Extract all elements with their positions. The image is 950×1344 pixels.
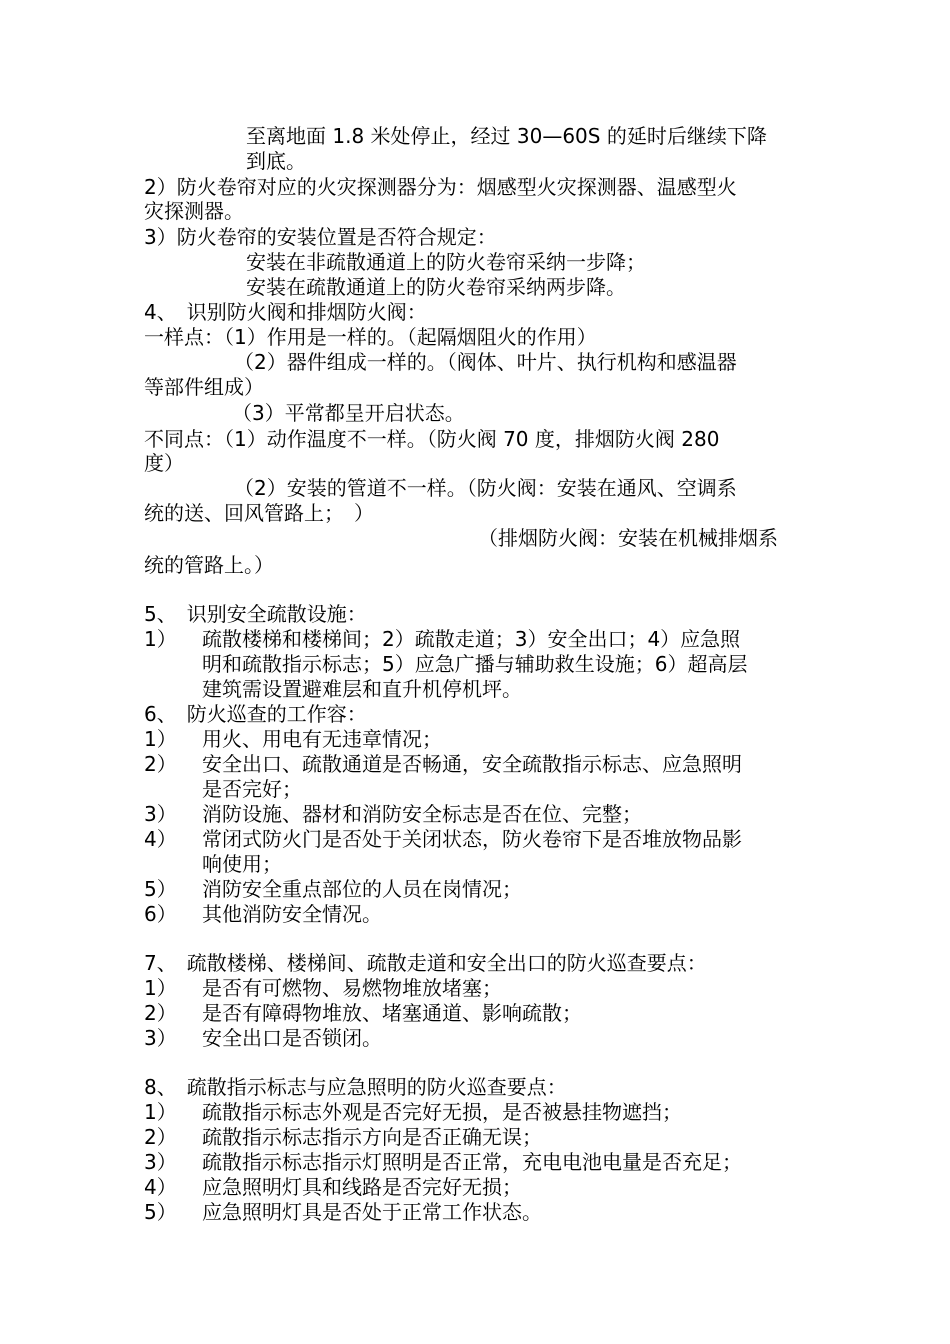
list-item: 是否有障碍物堆放、堵塞通道、影响疏散； — [202, 1001, 582, 1025]
text-line: （排烟防火阀：安装在机械排烟系 — [478, 526, 778, 550]
text-line: 统的送、回风管路上； ） — [144, 501, 374, 525]
section-heading: 7、 疏散楼梯、楼梯间、疏散走道和安全出口的防火巡查要点： — [144, 951, 707, 975]
text-line: 灾探测器。 — [144, 199, 244, 223]
list-item: 是否有可燃物、易燃物堆放堵塞； — [202, 976, 502, 1000]
list-item: 消防设施、器材和消防安全标志是否在位、完整； — [202, 802, 642, 826]
text-line: 安装在非疏散通道上的防火卷帘采纳一步降； — [246, 250, 646, 274]
list-item: 应急照明灯具是否处于正常工作状态。 — [202, 1200, 542, 1224]
text-line: 度） — [144, 451, 184, 475]
text-line: （3）平常都呈开启状态。 — [232, 401, 465, 425]
list-number: 1） — [144, 1100, 177, 1124]
list-number: 1） — [144, 727, 177, 751]
list-number: 6） — [144, 902, 177, 926]
text-line: 不同点：（1）动作温度不一样。（防火阀 70 度，排烟防火阀 280 — [144, 427, 720, 451]
list-item: 疏散指示标志外观是否完好无损，是否被悬挂物遮挡； — [202, 1100, 682, 1124]
list-number: 1） — [144, 627, 177, 651]
list-item: 疏散楼梯和楼梯间；2）疏散走道；3）安全出口；4）应急照 — [202, 627, 741, 651]
list-item: 应急照明灯具和线路是否完好无损； — [202, 1175, 522, 1199]
text-line: 3）防火卷帘的安装位置是否符合规定： — [144, 225, 497, 249]
list-item: 常闭式防火门是否处于关闭状态，防火卷帘下是否堆放物品影 — [202, 827, 742, 851]
text-line: （2）安装的管道不一样。（防火阀：安装在通风、空调系 — [234, 476, 737, 500]
list-item: 其他消防安全情况。 — [202, 902, 382, 926]
list-number: 2） — [144, 1125, 177, 1149]
list-number: 2） — [144, 752, 177, 776]
text-line: 安装在疏散通道上的防火卷帘采纳两步降。 — [246, 275, 626, 299]
text-line: 至离地面 1.8 米处停止，经过 30—60S 的延时后继续下降 — [246, 124, 767, 148]
list-item: 疏散指示标志指示灯照明是否正常，充电电池电量是否充足； — [202, 1150, 742, 1174]
list-item: 安全出口、疏散通道是否畅通，安全疏散指示标志、应急照明 — [202, 752, 742, 776]
text-line: 到底。 — [246, 149, 306, 173]
list-number: 3） — [144, 1026, 177, 1050]
list-item: 明和疏散指示标志；5）应急广播与辅助救生设施；6）超高层 — [202, 652, 748, 676]
list-item: 建筑需设置避难层和直升机停机坪。 — [202, 677, 522, 701]
list-number: 5） — [144, 1200, 177, 1224]
list-item: 是否完好； — [202, 777, 302, 801]
list-number: 2） — [144, 1001, 177, 1025]
text-line: 统的管路上。） — [144, 553, 274, 577]
list-item: 疏散指示标志指示方向是否正确无误； — [202, 1125, 542, 1149]
list-item: 消防安全重点部位的人员在岗情况； — [202, 877, 522, 901]
section-heading: 5、 识别安全疏散设施： — [144, 602, 367, 626]
text-line: 2）防火卷帘对应的火灾探测器分为：烟感型火灾探测器、温感型火 — [144, 175, 737, 199]
list-item: 安全出口是否锁闭。 — [202, 1026, 382, 1050]
section-heading: 4、 识别防火阀和排烟防火阀： — [144, 300, 427, 324]
text-line: 一样点：（1）作用是一样的。（起隔烟阻火的作用） — [144, 325, 597, 349]
list-number: 3） — [144, 1150, 177, 1174]
list-item: 响使用； — [202, 852, 282, 876]
list-number: 4） — [144, 1175, 177, 1199]
section-heading: 6、 防火巡查的工作容： — [144, 702, 367, 726]
list-number: 4） — [144, 827, 177, 851]
section-heading: 8、 疏散指示标志与应急照明的防火巡查要点： — [144, 1075, 567, 1099]
list-number: 5） — [144, 877, 177, 901]
list-item: 用火、用电有无违章情况； — [202, 727, 442, 751]
text-line: 等部件组成） — [144, 375, 264, 399]
list-number: 3） — [144, 802, 177, 826]
list-number: 1） — [144, 976, 177, 1000]
text-line: （2）器件组成一样的。（阀体、叶片、执行机构和感温器 — [234, 350, 737, 374]
